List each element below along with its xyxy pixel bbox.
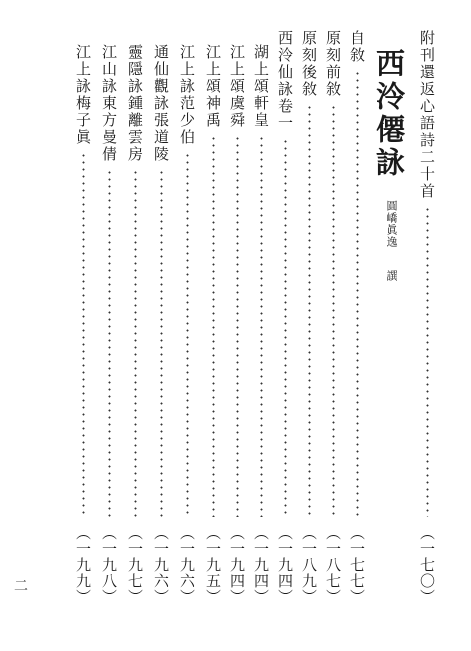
- toc-entry-title: 江山詠東方曼倩: [100, 44, 118, 163]
- toc-entry-page: （一九四）: [228, 525, 246, 605]
- dot-leader: [134, 169, 137, 517]
- toc-entry: [175, 30, 199, 605]
- dot-leader: [186, 152, 189, 517]
- toc-entry-page: （一八九）: [300, 525, 318, 605]
- toc-entry-page: （一九九）: [74, 525, 92, 605]
- page-number: 二: [12, 578, 28, 592]
- toc-entry-title: 江上詠梅子眞: [74, 44, 92, 146]
- toc-entry-page: （一九四）: [276, 525, 294, 605]
- toc-entry: [97, 30, 121, 605]
- toc-entry-page: （一九七）: [126, 525, 144, 605]
- toc-entry: [249, 30, 273, 605]
- author-name: 圓嶠眞逸: [385, 200, 398, 248]
- toc-entry-title: 原刻後敘: [300, 30, 318, 98]
- dot-leader: [426, 206, 429, 517]
- toc-entry-title: 江上頌神禹: [204, 44, 222, 129]
- dot-leader: [356, 70, 359, 517]
- toc-entry-page: （一七七）: [348, 525, 366, 605]
- toc-entry-title: 靈隱詠鍾離雲房: [126, 44, 144, 163]
- toc-entry: [297, 30, 321, 605]
- toc-entry-page: （一九六）: [152, 525, 170, 605]
- toc-entry-page: （一八七）: [324, 525, 342, 605]
- author-role: 譔: [385, 270, 398, 282]
- dot-leader: [236, 135, 239, 517]
- dot-leader: [308, 104, 311, 517]
- toc-entry: [321, 30, 345, 605]
- dot-leader: [82, 152, 85, 517]
- dot-leader: [284, 138, 287, 517]
- toc-entry-page: （一九四）: [252, 525, 270, 605]
- toc-entry-page: （一九六）: [178, 525, 196, 605]
- toc-entry-page: （一九八）: [100, 525, 118, 605]
- toc-entry-title: 通仙觀詠張道陵: [152, 44, 170, 163]
- toc-entry-title: 湖上頌軒皇: [252, 44, 270, 129]
- book-title: 西泠僊詠: [372, 48, 406, 180]
- toc-entry: [71, 30, 95, 605]
- toc-entry: [345, 30, 369, 605]
- dot-leader: [332, 104, 335, 517]
- toc-entry: [415, 30, 439, 605]
- dot-leader: [260, 135, 263, 517]
- toc-entry-title: 西泠仙詠卷一: [276, 30, 294, 132]
- dot-leader: [160, 169, 163, 517]
- toc-entry-title: 江上頌虞舜: [228, 44, 246, 129]
- toc-entry-page: （一七〇）: [418, 525, 436, 605]
- dot-leader: [108, 169, 111, 517]
- toc-entry: [273, 30, 297, 605]
- author-line: [380, 200, 400, 282]
- toc-entry-page: （一九五）: [204, 525, 222, 605]
- toc-entry: [149, 30, 173, 605]
- dot-leader: [212, 135, 215, 517]
- toc-entry: [123, 30, 147, 605]
- toc-entry-title: 附刊還返心語詩二十首: [418, 30, 436, 200]
- toc-entry-title: 江上詠范少伯: [178, 44, 196, 146]
- toc-entry-title: 自敘: [348, 30, 366, 64]
- toc-entry-title: 原刻前敘: [324, 30, 342, 98]
- toc-entry: [225, 30, 249, 605]
- toc-entry: [201, 30, 225, 605]
